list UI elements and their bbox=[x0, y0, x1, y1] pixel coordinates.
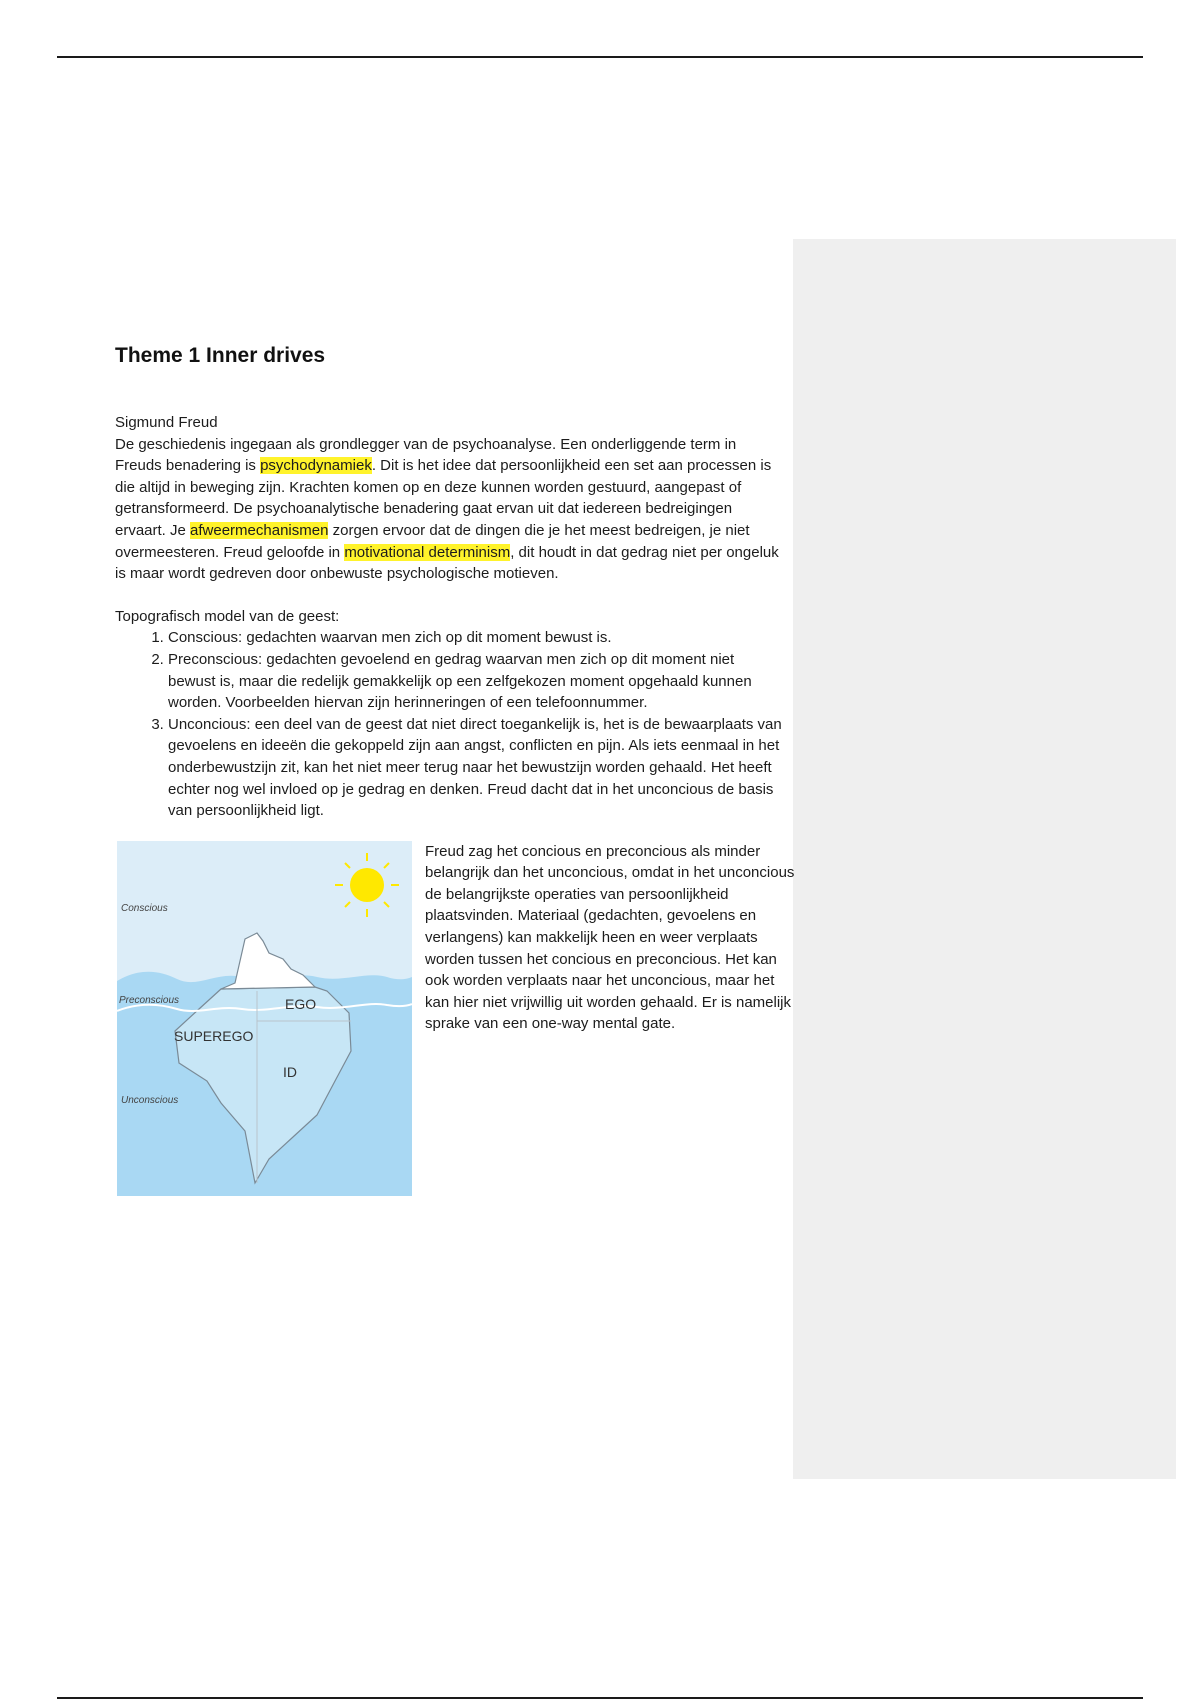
model-heading: Topografisch model van de geest: bbox=[115, 607, 340, 625]
highlight-motivational-determinism: motivational determinism bbox=[344, 543, 511, 561]
intro-text-2: . Dit is het idee dat persoonlijkheid een set aan processen is die altijd in beweging zijn. Krachten komen op en deze kunnen worden gestuurd, aangepast of getransformeerd. De psychoanalytische benadering gaat ervan uit dat iedereen bedreigingen ervaart. Je bbox=[115, 457, 772, 539]
iceberg-explanation: Freud zag het concious en preconcious als minder belangrijk dan het unconcious, omdat in het unconcious de belangrijkste operaties van persoonlijkheid plaatsvinden. Materiaal (gedachten, gevoelens en verlangens) kan makkelijk heen en weer verplaats worden tussen het concious en preconcious. Het kan ook worden verplaats naar het unconcious, maar het kan hier niet vrijwillig uit worden gehaald. Er is namelijk sprake van een one-way mental gate. bbox=[425, 842, 795, 1033]
intro-paragraph bbox=[115, 434, 785, 585]
intro-text-3: zorgen ervoor dat de dingen die je het meest bedreigen, je niet overmeesteren. Freud geloofde in bbox=[115, 521, 750, 561]
label-id: ID bbox=[283, 1063, 297, 1080]
label-preconscious: Preconscious bbox=[119, 994, 180, 1006]
list-item-conscious: 1. Conscious: gedachten waarvan men zich op dit moment bewust is. bbox=[168, 627, 785, 649]
label-unconscious: Unconscious bbox=[121, 1094, 179, 1106]
levels-list bbox=[115, 627, 785, 821]
label-conscious: Conscious bbox=[121, 902, 168, 914]
intro-text-1: De geschiedenis ingegaan als grondlegger van de psychoanalyse. Een onderliggende term in Freuds benadering is bbox=[115, 435, 737, 475]
header-rule bbox=[57, 56, 1143, 58]
document-body bbox=[115, 340, 795, 1201]
label-ego: EGO bbox=[285, 995, 317, 1012]
figure-row bbox=[115, 841, 795, 1201]
page-title: Theme 1 Inner drives bbox=[115, 344, 326, 367]
comment-margin-pane bbox=[793, 239, 1176, 1479]
intro-text-4: , dit houdt in dat gedrag niet per ongeluk is maar wordt gedreven door onbewuste psychologische motieven. bbox=[115, 543, 779, 583]
footer-rule bbox=[57, 1697, 1143, 1699]
highlight-psychodynamiek: psychodynamiek bbox=[260, 457, 372, 475]
highlight-afweermechanismen: afweermechanismen bbox=[190, 521, 329, 539]
iceberg-figure bbox=[117, 841, 412, 1196]
list-item-preconscious: 2. Preconscious: gedachten gevoelend en gedrag waarvan men zich op dit moment niet bewust is, maar die redelijk gemakkelijk op een zelfgekozen moment opgehaald kunnen worden. Voorbeelden hiervan zijn herinneringen of een telefoonnummer. bbox=[168, 649, 785, 714]
label-superego: SUPEREGO bbox=[174, 1027, 254, 1044]
list-item-unconscious: 3. Unconcious: een deel van de geest dat niet direct toegankelijk is, het is de bewaarplaats van gevoelens en ideeën die gekoppeld zijn aan angst, conflicten en pijn. Als iets eenmaal in het onderbewustzijn zit, kan het niet meer terug naar het bewustzijn worden gehaald. Het heeft echter nog wel invloed op je gedrag en denken. Freud dacht dat in het unconcious de basis van persoonlijkheid ligt. bbox=[168, 714, 785, 822]
section-heading: Sigmund Freud bbox=[115, 414, 218, 431]
